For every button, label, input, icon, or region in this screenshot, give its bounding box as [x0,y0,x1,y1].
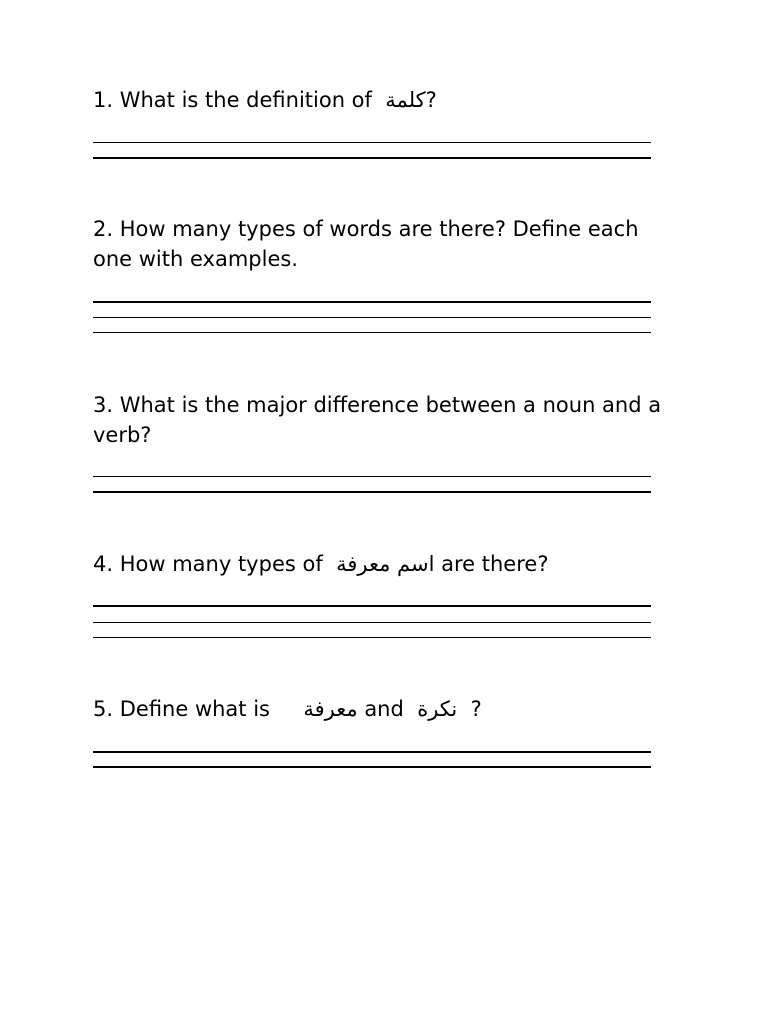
answer-line[interactable] [93,637,651,638]
question-text: Define what is [113,697,277,721]
arabic-term: كلمة [385,88,426,112]
answer-line[interactable] [93,622,651,623]
answer-line[interactable] [93,751,651,753]
question-text: How many types of [113,552,330,576]
answer-line[interactable] [93,605,651,607]
question-4 [93,549,673,579]
answer-line[interactable] [93,301,651,303]
question-number: 4. [93,552,114,576]
question-text-end: ? [425,88,437,112]
question-5 [93,694,673,724]
answer-line[interactable] [93,142,651,143]
question-number: 1. [93,88,114,112]
answer-line[interactable] [93,317,651,318]
question-3 [93,390,693,450]
question-text-end: are there? [434,552,549,576]
question-number: 3. [93,393,114,417]
answer-line[interactable] [93,476,651,477]
question-number: 5. [93,697,114,721]
question-text-middle: and [357,697,411,721]
answer-line[interactable] [93,332,651,333]
question-text: What is the definition of [113,88,379,112]
question-number: 2. [93,217,114,241]
arabic-term: نكرة [417,697,458,721]
question-text: How many types of words are there? Define each one with examples. [93,217,639,271]
question-1 [93,85,673,115]
answer-line[interactable] [93,766,651,768]
answer-line[interactable] [93,157,651,159]
question-text-end: ? [463,697,482,721]
question-text: What is the major difference between a noun and a verb? [93,393,662,447]
question-2 [93,214,673,274]
arabic-term: معرفة [303,697,358,721]
arabic-term: اسم معرفة [336,552,435,576]
answer-line[interactable] [93,491,651,493]
